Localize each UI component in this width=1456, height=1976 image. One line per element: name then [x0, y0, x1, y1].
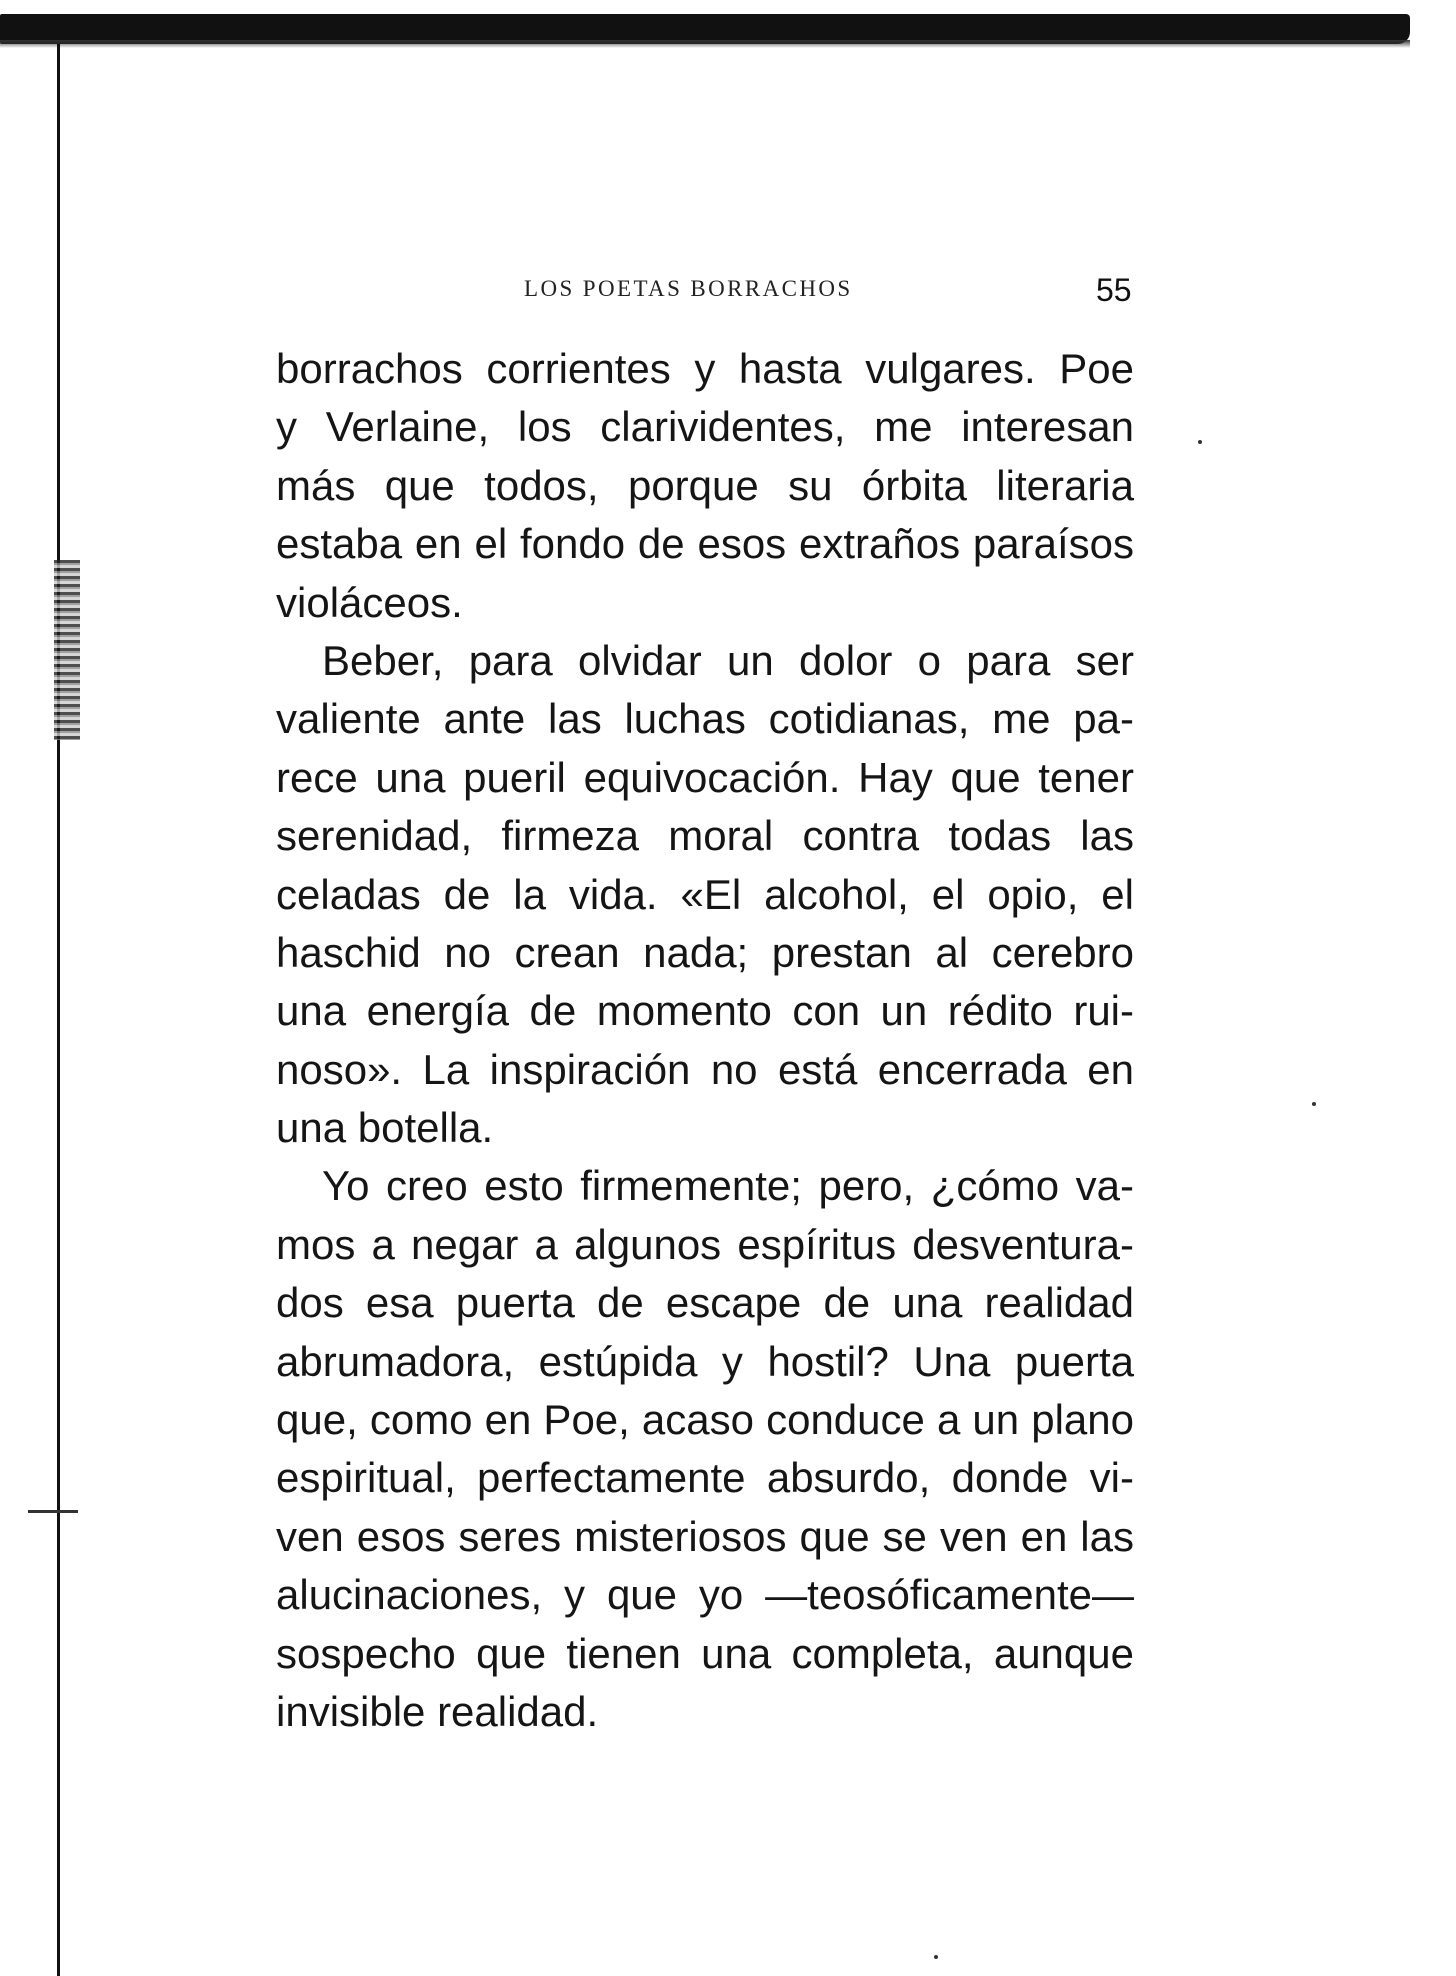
- text-line: celadas de la vida. «El alcohol, el opio, el: [276, 870, 1134, 918]
- text-line: alucinaciones, y que yo —teosóficamente—: [276, 1571, 1134, 1619]
- text-line: noso». La inspiración no está encerrada en: [276, 1045, 1134, 1093]
- scan-edge-left: [57, 44, 60, 1976]
- text-line: una energía de momento con un rédito rui-: [276, 987, 1134, 1035]
- text-line: borrachos corrientes y hasta vulgares. Poe: [276, 345, 1134, 392]
- scan-speck: [1198, 440, 1202, 444]
- text-line: espiritual, perfectamente absurdo, donde vi-: [276, 1454, 1134, 1502]
- running-head: [0, 272, 1456, 312]
- text-line: valiente ante las luchas cotidianas, me pa-: [276, 695, 1134, 743]
- text-line: y Verlaine, los clarividentes, me interesan: [276, 403, 1134, 451]
- scan-speck: [934, 1955, 938, 1959]
- text-line: que, como en Poe, acaso conduce a un plano: [276, 1396, 1134, 1444]
- scan-smudge: [54, 560, 80, 740]
- body-text: [276, 340, 1134, 1741]
- text-line: más que todos, porque su órbita literaria: [276, 461, 1134, 509]
- text-line: ven esos seres misteriosos que se ven en las: [276, 1512, 1134, 1560]
- running-head-title: LOS POETAS BORRACHOS: [524, 276, 853, 301]
- text-line: Yo creo esto firmemente; pero, ¿cómo va-: [322, 1162, 1134, 1210]
- text-line: estaba en el fondo de esos extraños paraísos: [276, 520, 1134, 568]
- scan-edge-shadow: [0, 40, 1410, 48]
- text-line: invisible realidad.: [276, 1687, 599, 1735]
- text-line: mos a negar a algunos espíritus desventura-: [276, 1220, 1134, 1268]
- text-line: una botella.: [276, 1104, 494, 1152]
- text-line: dos esa puerta de escape de una realidad: [276, 1279, 1134, 1327]
- page-number: 55: [1096, 272, 1132, 308]
- text-line: rece una pueril equivocación. Hay que tener: [276, 753, 1134, 801]
- text-line: Beber, para olvidar un dolor o para ser: [322, 636, 1134, 684]
- text-line: abrumadora, estúpida y hostil? Una puerta: [276, 1337, 1134, 1385]
- scan-speck: [1312, 1102, 1316, 1106]
- text-line: haschid no crean nada; prestan al cerebro: [276, 928, 1134, 976]
- text-line: sospecho que tienen una completa, aunque: [276, 1629, 1134, 1677]
- text-line: violáceos.: [276, 578, 463, 626]
- text-line: serenidad, firmeza moral contra todas las: [276, 812, 1134, 860]
- scan-tick-mark: [28, 1510, 78, 1513]
